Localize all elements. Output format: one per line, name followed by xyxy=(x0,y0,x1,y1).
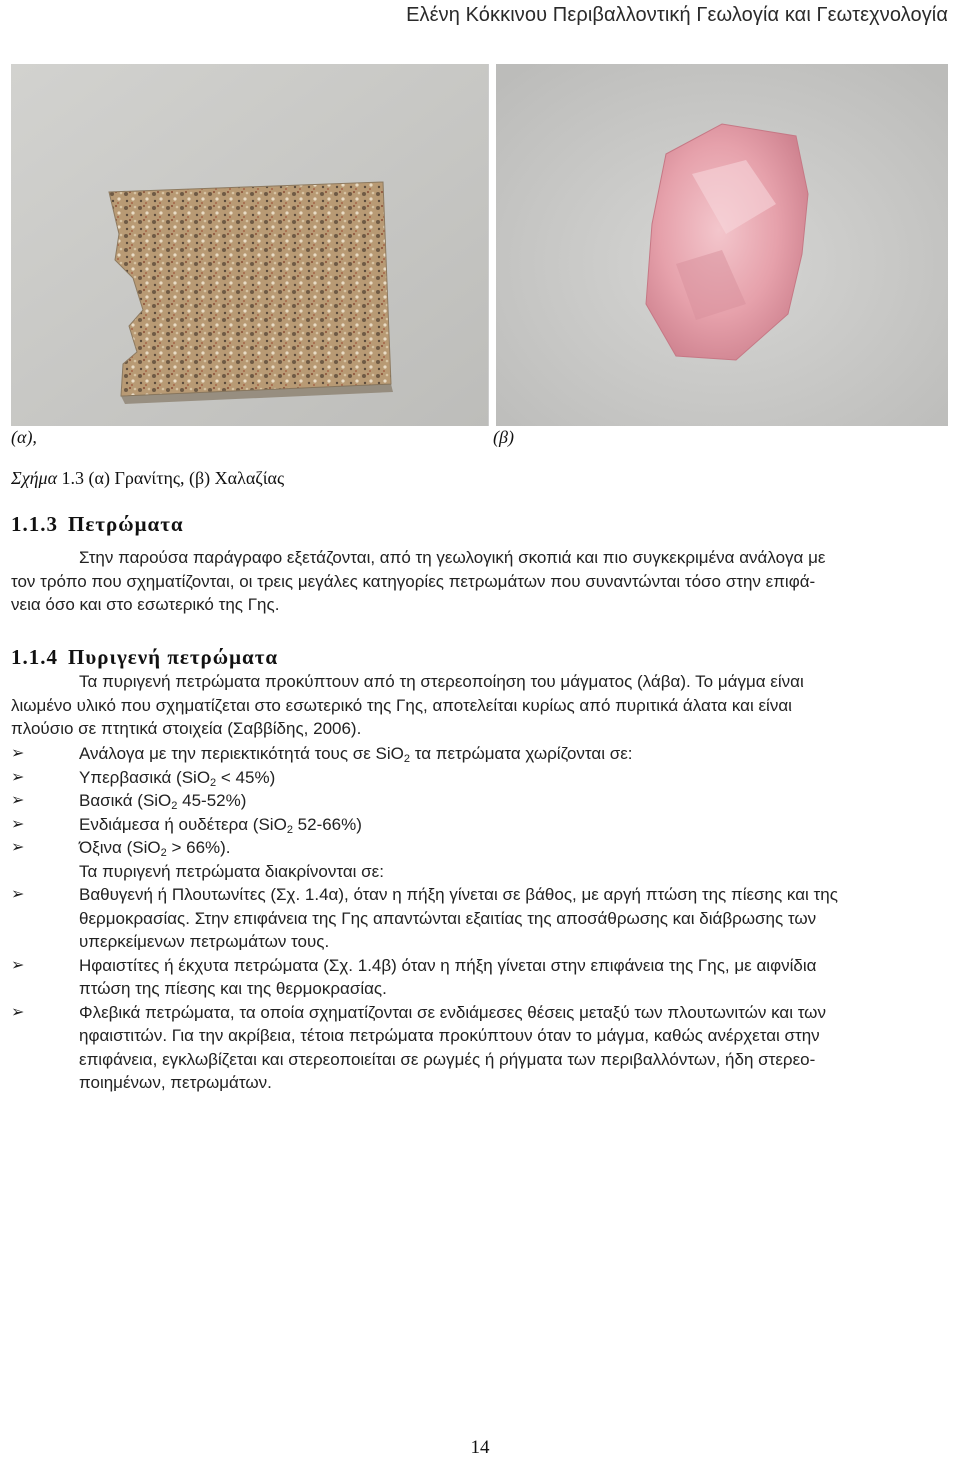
figure-label-b: (β) xyxy=(493,427,514,447)
figure-caption-text: 1.3 (α) Γρανίτης, (β) Χαλαζίας xyxy=(61,468,285,488)
subscript: 2 xyxy=(286,823,293,836)
list-item xyxy=(11,883,951,954)
list-text: 45-52%) xyxy=(177,791,247,810)
list-item xyxy=(11,836,951,860)
list-intro xyxy=(11,860,951,884)
paragraph-line: Στην παρούσα παράγραφο εξετάζονται, από τη γεωλογική σκοπιά και πιο συγκεκριμένα ανάλογα με xyxy=(79,548,826,567)
list-text: Βασικά (SiO xyxy=(79,791,172,810)
list-text: > 66%). xyxy=(166,838,231,857)
section-paragraph xyxy=(11,546,951,617)
quartz-photo xyxy=(496,64,948,426)
subscript: 2 xyxy=(403,753,411,765)
arrow-bullet-icon: ➢ xyxy=(11,815,25,833)
subscript: 2 xyxy=(160,847,167,859)
list-line: Φλεβικά πετρώματα, τα οποία σχηματίζονται σε ενδιάμεσες θέσεις μεταξύ των πλουτωνιτών και των xyxy=(79,1002,826,1022)
paragraph-line: πλούσιο σε πτητικά στοιχεία (Σαββίδης, 2006). xyxy=(11,719,362,738)
arrow-bullet-icon: ➢ xyxy=(11,768,25,786)
paragraph-line: λιωμένο υλικό που σχηματίζεται στο εσωτερικό της Γης, αποτελείται κυρίως από πυριτικά άλατα και είναι xyxy=(11,695,792,715)
section-title: Πετρώματα xyxy=(68,512,184,536)
paragraph-line: Τα πυριγενή πετρώματα προκύπτουν από τη στερεοποίηση του μάγματος (λάβα). Το μάγμα είναι xyxy=(79,672,804,691)
list-text: τα πετρώματα χωρίζονται σε: xyxy=(410,744,633,763)
list-line: ηφαιστιτών. Για την ακρίβεια, τέτοια πετρώματα προκύπτουν όταν το μάγμα, καθώς ανέρχεται στην xyxy=(79,1026,820,1045)
arrow-bullet-icon: ➢ xyxy=(11,1003,25,1021)
list-line: πτώση της πίεσης και της θερμοκρασίας. xyxy=(79,979,387,998)
arrow-bullet-icon: ➢ xyxy=(11,886,25,903)
page-number: 14 xyxy=(470,1437,490,1458)
arrow-bullet-icon: ➢ xyxy=(11,792,25,809)
subscript: 2 xyxy=(171,800,178,812)
arrow-bullet-icon: ➢ xyxy=(11,839,25,856)
list-item xyxy=(11,954,951,1001)
section-paragraph xyxy=(11,670,951,741)
running-header: Ελένη Κόκκινου Περιβαλλοντική Γεωλογία και Γεωτεχνολογία xyxy=(406,4,948,26)
list-line: ποιημένων, πετρωμάτων. xyxy=(79,1073,272,1092)
list-text: Ενδιάμεσα ή ουδέτερα (SiO xyxy=(79,814,287,834)
list-item xyxy=(11,742,951,766)
list-text: Όξινα (SiO xyxy=(79,838,161,857)
section-title: Πυριγενή πετρώματα xyxy=(68,645,279,669)
list-text: Υπερβασικά (SiO xyxy=(79,767,211,787)
figure-caption xyxy=(11,468,284,489)
list-text: 52-66%) xyxy=(292,814,362,834)
section-number: 1.1.4 xyxy=(11,645,58,669)
list-text: Ανάλογα με την περιεκτικότητά τους σε SiO xyxy=(79,744,404,763)
figure-caption-prefix: Σχήμα xyxy=(11,468,58,488)
arrow-bullet-icon: ➢ xyxy=(11,745,25,762)
arrow-bullet-icon: ➢ xyxy=(11,956,25,974)
list-item xyxy=(11,813,951,837)
paragraph-line: νεια όσο και στο εσωτερικό της Γης. xyxy=(11,595,280,614)
list-item xyxy=(11,766,951,790)
subscript: 2 xyxy=(210,776,217,789)
list-line: Ηφαιστίτες ή έκχυτα πετρώματα (Σχ. 1.4β) όταν η πήξη γίνεται στην επιφάνεια της Γης, με αιφνίδια xyxy=(79,955,817,975)
list-item xyxy=(11,1001,951,1095)
list-line: θερμοκρασίας. Στην επιφάνεια της Γης απαντώνται εξαιτίας της αποσάθρωσης και διάβρωσης των xyxy=(79,908,817,928)
list-line: υπερκείμενων πετρωμάτων τους. xyxy=(79,932,330,951)
list-item xyxy=(11,789,951,813)
igneous-list xyxy=(11,742,951,1095)
list-line: επιφάνεια, εγκλωβίζεται και στερεοποιείται σε ρωγμές ή ρήγματα των περιβαλλόντων, ήδη στερεο- xyxy=(79,1049,816,1069)
figure-label-a: (α), xyxy=(11,427,37,447)
list-text: Τα πυριγενή πετρώματα διακρίνονται σε: xyxy=(79,861,384,881)
paragraph-line: τον τρόπο που σχηματίζονται, οι τρεις μεγάλες κατηγορίες πετρωμάτων που συναντώνται τόσο στην επιφά- xyxy=(11,571,816,591)
list-line: Βαθυγενή ή Πλουτωνίτες (Σχ. 1.4α), όταν η πήξη γίνεται σε βάθος, με αργή πτώση της πίεσης και της xyxy=(79,885,838,904)
section-heading-rocks xyxy=(11,512,184,537)
section-heading-igneous xyxy=(11,645,278,670)
list-text: < 45%) xyxy=(216,767,276,787)
section-number: 1.1.3 xyxy=(11,512,58,536)
granite-photo xyxy=(11,64,489,426)
